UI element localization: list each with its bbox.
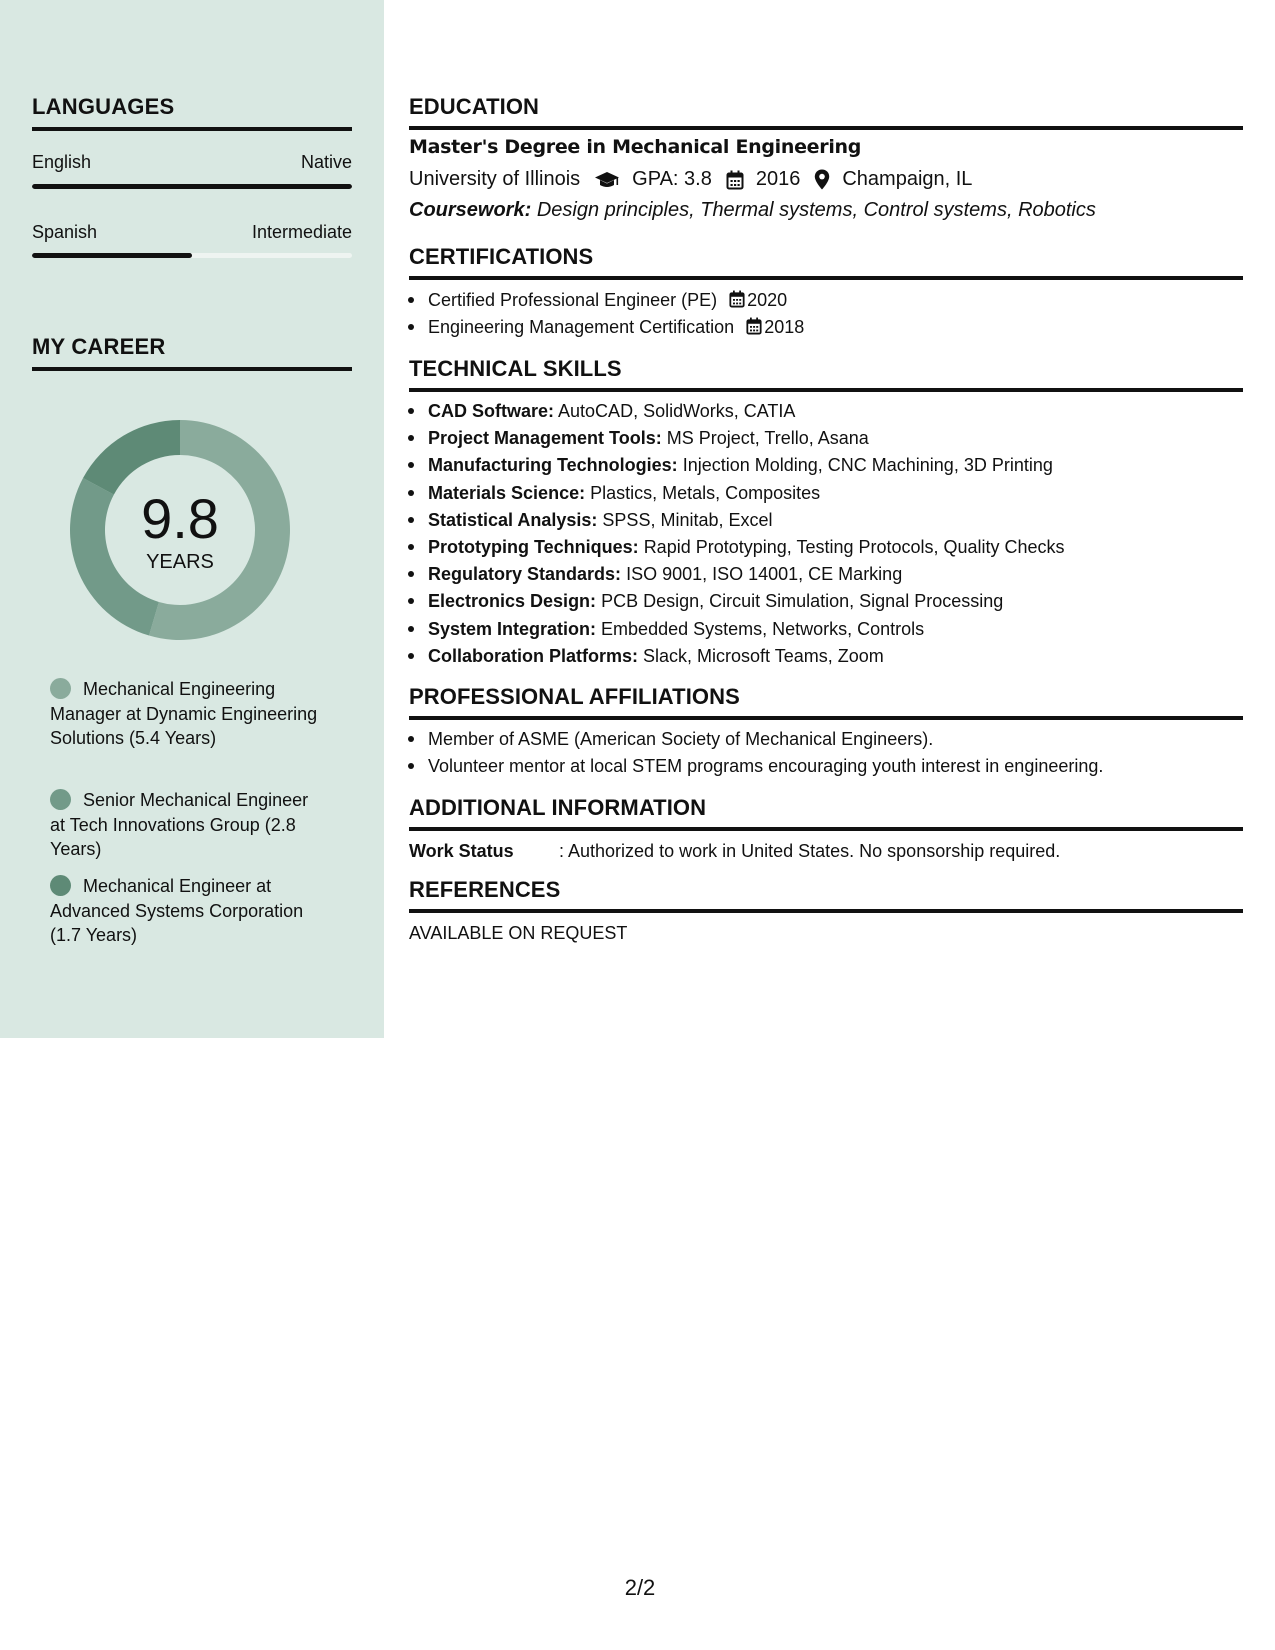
calendar-icon [729, 290, 745, 308]
education-heading: EDUCATION [409, 94, 1243, 130]
skill-value: ISO 9001, ISO 14001, CE Marking [626, 564, 903, 585]
skill-label: Electronics Design: [428, 591, 597, 612]
career-heading: MY CAREER [32, 334, 352, 371]
education-school: University of Illinois [409, 168, 581, 190]
list-item [428, 425, 1238, 452]
career-donut-chart [64, 414, 296, 646]
language-row-spanish [32, 222, 352, 243]
skill-value: Slack, Microsoft Teams, Zoom [643, 645, 884, 666]
list-item [428, 534, 1238, 561]
graduation-cap-icon [594, 170, 620, 190]
list-item [428, 588, 1238, 615]
education-coursework [409, 199, 1096, 222]
skill-value: Embedded Systems, Networks, Controls [601, 618, 925, 639]
career-item-text: Mechanical Engineer at Advanced Systems Corporation (1.7 Years) [50, 876, 304, 945]
skill-label: Project Management Tools: [428, 428, 662, 449]
skill-label: Manufacturing Technologies: [428, 455, 678, 476]
skill-label: Materials Science: [428, 482, 586, 503]
career-dot-icon [50, 789, 71, 810]
language-name: English [32, 152, 92, 172]
work-status-row [409, 841, 1060, 862]
skill-label: System Integration: [428, 618, 597, 639]
list-item [428, 398, 1238, 425]
language-bar-english [32, 184, 352, 189]
certifications-list [428, 287, 1238, 341]
language-bar-spanish [32, 253, 352, 258]
skill-label: Prototyping Techniques: [428, 537, 639, 558]
skill-label: CAD Software: [428, 401, 555, 421]
skill-value: SPSS, Minitab, Excel [602, 509, 773, 530]
languages-heading: LANGUAGES [32, 94, 352, 131]
list-item [428, 616, 1238, 643]
language-name: Spanish [32, 222, 98, 242]
certification-year: 2018 [764, 317, 805, 337]
skill-value: Plastics, Metals, Composites [590, 482, 821, 503]
skill-value: Injection Molding, CNC Machining, 3D Printing [682, 455, 1053, 476]
list-item [428, 287, 1238, 314]
list-item [428, 314, 1238, 341]
references-heading: REFERENCES [409, 877, 1243, 913]
skill-value: PCB Design, Circuit Simulation, Signal Processing [601, 591, 1004, 612]
coursework-label: Coursework: [409, 199, 532, 221]
technical-skills-list [428, 398, 1238, 670]
list-item: Member of ASME (American Society of Mechanical Engineers). [428, 726, 1238, 753]
skill-label: Regulatory Standards: [428, 564, 622, 585]
skill-label: Statistical Analysis: [428, 509, 598, 530]
skill-value: Rapid Prototyping, Testing Protocols, Quality Checks [643, 537, 1065, 558]
career-dot-icon [50, 678, 71, 699]
language-bar-fill [32, 253, 192, 258]
references-text: AVAILABLE ON REQUEST [409, 923, 628, 943]
career-item-text: Senior Mechanical Engineer at Tech Innovations Group (2.8 Years) [50, 790, 309, 859]
certification-name: Engineering Management Certification [428, 317, 735, 337]
technical-skills-heading: TECHNICAL SKILLS [409, 356, 1243, 392]
list-item [428, 561, 1238, 588]
list-item [428, 480, 1238, 507]
skill-label: Collaboration Platforms: [428, 645, 639, 666]
education-details [409, 168, 972, 191]
additional-info-heading: ADDITIONAL INFORMATION [409, 795, 1243, 831]
list-item [428, 507, 1238, 534]
language-level: Intermediate [251, 222, 352, 242]
skill-value: MS Project, Trello, Asana [666, 428, 869, 449]
language-level: Native [300, 152, 352, 172]
page-number: 2/2 [624, 1575, 656, 1600]
education-degree: Master's Degree in Mechanical Engineering [409, 136, 862, 158]
list-item [428, 452, 1238, 479]
career-item [50, 788, 325, 862]
career-item-text: Mechanical Engineering Manager at Dynamic Engineering Solutions (5.4 Years) [50, 679, 318, 748]
career-total-years: 9.8 [141, 487, 219, 550]
certification-year: 2020 [747, 290, 788, 310]
coursework-value: Design principles, Thermal systems, Control systems, Robotics [536, 199, 1096, 221]
affiliations-list [428, 726, 1238, 780]
career-item [50, 874, 325, 948]
calendar-icon [746, 317, 762, 335]
calendar-icon [726, 170, 744, 190]
career-dot-icon [50, 875, 71, 896]
career-total-unit: YEARS [146, 551, 214, 573]
location-pin-icon [814, 169, 830, 190]
work-status-label: Work Status [409, 841, 514, 861]
work-status-value: : Authorized to work in United States. No sponsorship required. [559, 841, 1061, 861]
language-bar-fill [32, 184, 352, 189]
career-item [50, 677, 325, 751]
certification-name: Certified Professional Engineer (PE) [428, 290, 718, 310]
education-gpa: GPA: 3.8 [632, 168, 712, 190]
education-year: 2016 [755, 168, 801, 190]
certifications-heading: CERTIFICATIONS [409, 244, 1243, 280]
language-row-english [32, 152, 352, 173]
list-item: Volunteer mentor at local STEM programs encouraging youth interest in engineering. [428, 753, 1238, 780]
skill-value: AutoCAD, SolidWorks, CATIA [558, 401, 796, 421]
list-item [428, 643, 1238, 670]
affiliations-heading: PROFESSIONAL AFFILIATIONS [409, 684, 1243, 720]
education-location: Champaign, IL [842, 168, 973, 190]
career-donut-segment [83, 420, 180, 495]
